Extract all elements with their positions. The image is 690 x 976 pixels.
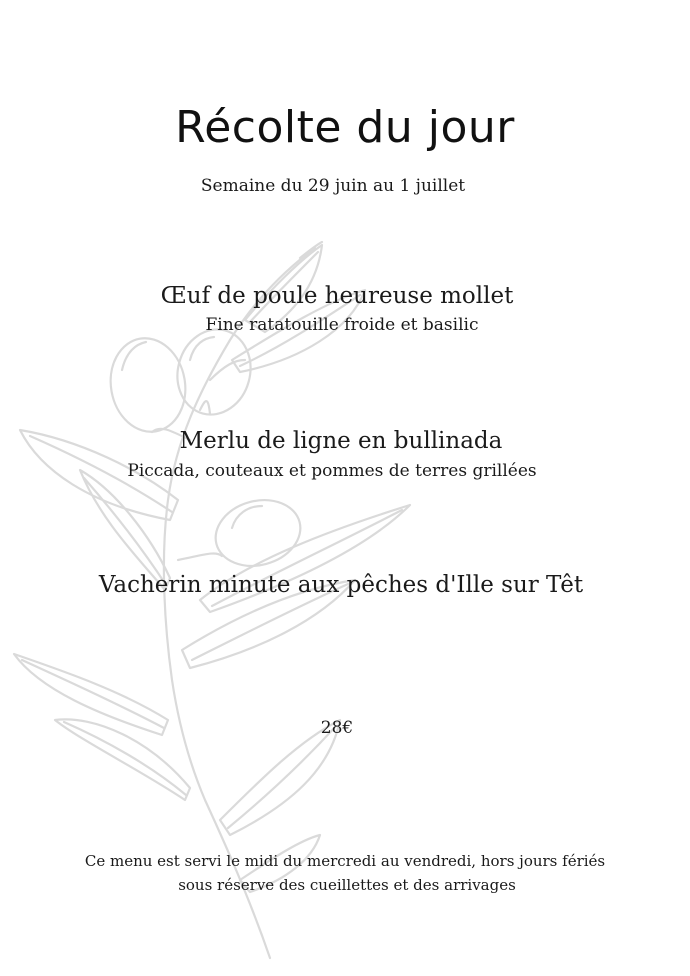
menu-title: Récolte du jour <box>175 102 515 153</box>
menu-price: 28€ <box>320 718 354 738</box>
footer-line-2: sous réserve des cueillettes et des arrivages <box>178 876 516 894</box>
footer-line-1: Ce menu est servi le midi du mercredi au vendredi, hors jours fériés <box>84 852 606 870</box>
dish-2-name: Merlu de ligne en bullinada <box>179 428 503 454</box>
dish-1-name: Œuf de poule heureuse mollet <box>160 283 514 309</box>
dish-1-description: Fine ratatouille froide et basilic <box>205 315 479 335</box>
dish-2-description: Piccada, couteaux et pommes de terres grillées <box>127 461 537 481</box>
menu-week: Semaine du 29 juin au 1 juillet <box>200 176 466 196</box>
dish-3-name: Vacherin minute aux pêches d'Ille sur Têt <box>98 572 584 598</box>
